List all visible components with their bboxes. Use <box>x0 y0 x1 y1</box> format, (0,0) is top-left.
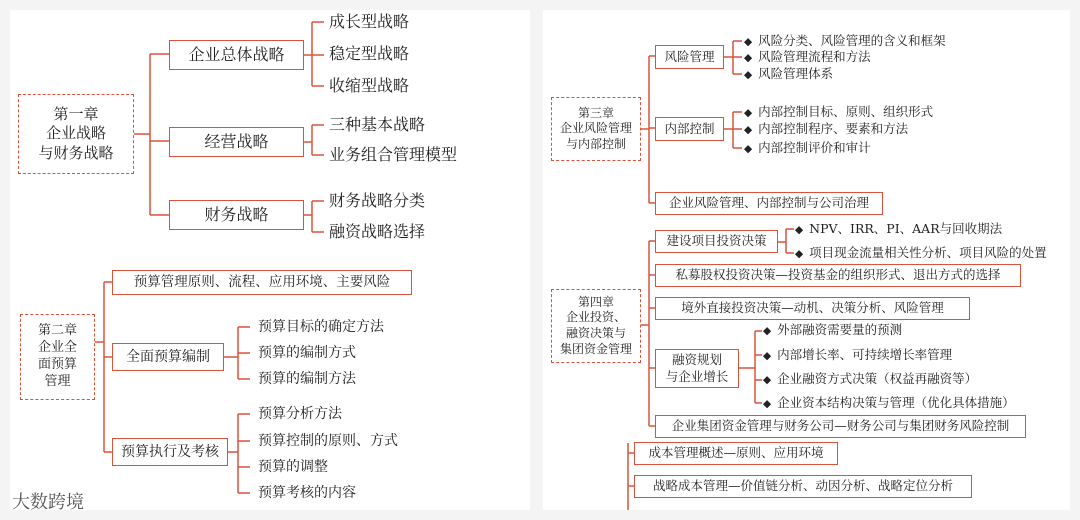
leaf-budget-analysis-method: 预算分析方法 <box>258 406 342 422</box>
branch-financing-planning: 融资规划 与企业增长 <box>655 349 739 388</box>
leaf-risk-classification: ◆ 风险分类、风险管理的含义和框架 <box>744 35 946 48</box>
leaf-external-financing: ◆ 外部融资需要量的预测 <box>763 324 902 337</box>
leaf-financing-strategy-choice: 融资战略选择 <box>329 222 426 241</box>
leaf-ic-evaluation: ◆ 内部控制评价和审计 <box>744 142 871 155</box>
leaf-stable-strategy: 稳定型战略 <box>329 44 410 63</box>
chapter-4-title: 第四章 企业投资、 融资决策与 集团资金管理 <box>551 289 641 363</box>
leaf-growth-rate: ◆ 内部增长率、可持续增长率管理 <box>763 349 952 362</box>
leaf-risk-process: ◆ 风险管理流程和方法 <box>744 51 871 64</box>
branch-financial-strategy: 财务战略 <box>169 200 304 230</box>
leaf-portfolio-model: 业务组合管理模型 <box>329 145 458 164</box>
branch-corporate-strategy: 企业总体战略 <box>169 40 304 70</box>
branch-cost-management: 成本管理概述—原则、应用环境 <box>634 442 838 465</box>
leaf-budget-preparation-method: 预算的编制方法 <box>258 371 356 387</box>
branch-budget-preparation: 全面预算编制 <box>112 343 224 371</box>
branch-budget-execution: 预算执行及考核 <box>112 438 228 466</box>
branch-risk-ic-governance: 企业风险管理、内部控制与公司治理 <box>655 192 883 215</box>
branch-group-fund-management: 企业集团资金管理与财务公司—财务公司与集团财务风险控制 <box>655 415 1026 438</box>
branch-business-strategy: 经营战略 <box>169 127 304 157</box>
branch-project-investment: 建设项目投资决策 <box>655 230 778 253</box>
branch-private-equity: 私募股权投资决策—投资基金的组织形式、退出方式的选择 <box>655 264 1021 287</box>
leaf-cash-flow-risk: ◆ 项目现金流量相关性分析、项目风险的处置 <box>795 247 1047 260</box>
leaf-ic-objectives: ◆ 内部控制目标、原则、组织形式 <box>744 106 933 119</box>
leaf-budget-adjustment: 预算的调整 <box>258 459 328 475</box>
branch-overseas-investment: 境外直接投资决策—动机、决策分析、风险管理 <box>655 297 970 320</box>
leaf-budget-assessment: 预算考核的内容 <box>258 485 356 501</box>
leaf-three-basic-strategies: 三种基本战略 <box>329 115 426 134</box>
leaf-npv-irr: ◆ NPV、IRR、PI、AAR与回收期法 <box>795 223 1002 236</box>
branch-strategic-cost: 战略成本管理—价值链分析、动因分析、战略定位分析 <box>634 475 972 498</box>
leaf-retrenchment-strategy: 收缩型战略 <box>329 76 410 95</box>
leaf-budget-target-method: 预算目标的确定方法 <box>258 319 384 335</box>
chapter-2-title: 第二章 企业全 面预算 管理 <box>20 314 95 400</box>
branch-budget-principles: 预算管理原则、流程、应用环境、主要风险 <box>112 270 412 295</box>
leaf-financing-decision: ◆ 企业融资方式决策（权益再融资等） <box>763 373 977 386</box>
watermark-text: 大数跨境 <box>12 492 84 513</box>
leaf-financial-strategy-types: 财务战略分类 <box>329 191 426 210</box>
leaf-budget-control: 预算控制的原则、方式 <box>258 433 398 449</box>
leaf-risk-system: ◆ 风险管理体系 <box>744 68 833 81</box>
leaf-ic-procedures: ◆ 内部控制程序、要素和方法 <box>744 123 908 136</box>
branch-risk-management: 风险管理 <box>655 45 724 69</box>
branch-internal-control: 内部控制 <box>655 117 724 141</box>
leaf-growth-strategy: 成长型战略 <box>329 12 410 31</box>
leaf-capital-structure: ◆ 企业资本结构决策与管理（优化具体措施） <box>763 397 1015 410</box>
chapter-3-title: 第三章 企业风险管理 与内部控制 <box>551 97 641 161</box>
leaf-budget-preparation-mode: 预算的编制方式 <box>258 345 356 361</box>
chapter-1-title: 第一章 企业战略 与财务战略 <box>18 94 134 174</box>
